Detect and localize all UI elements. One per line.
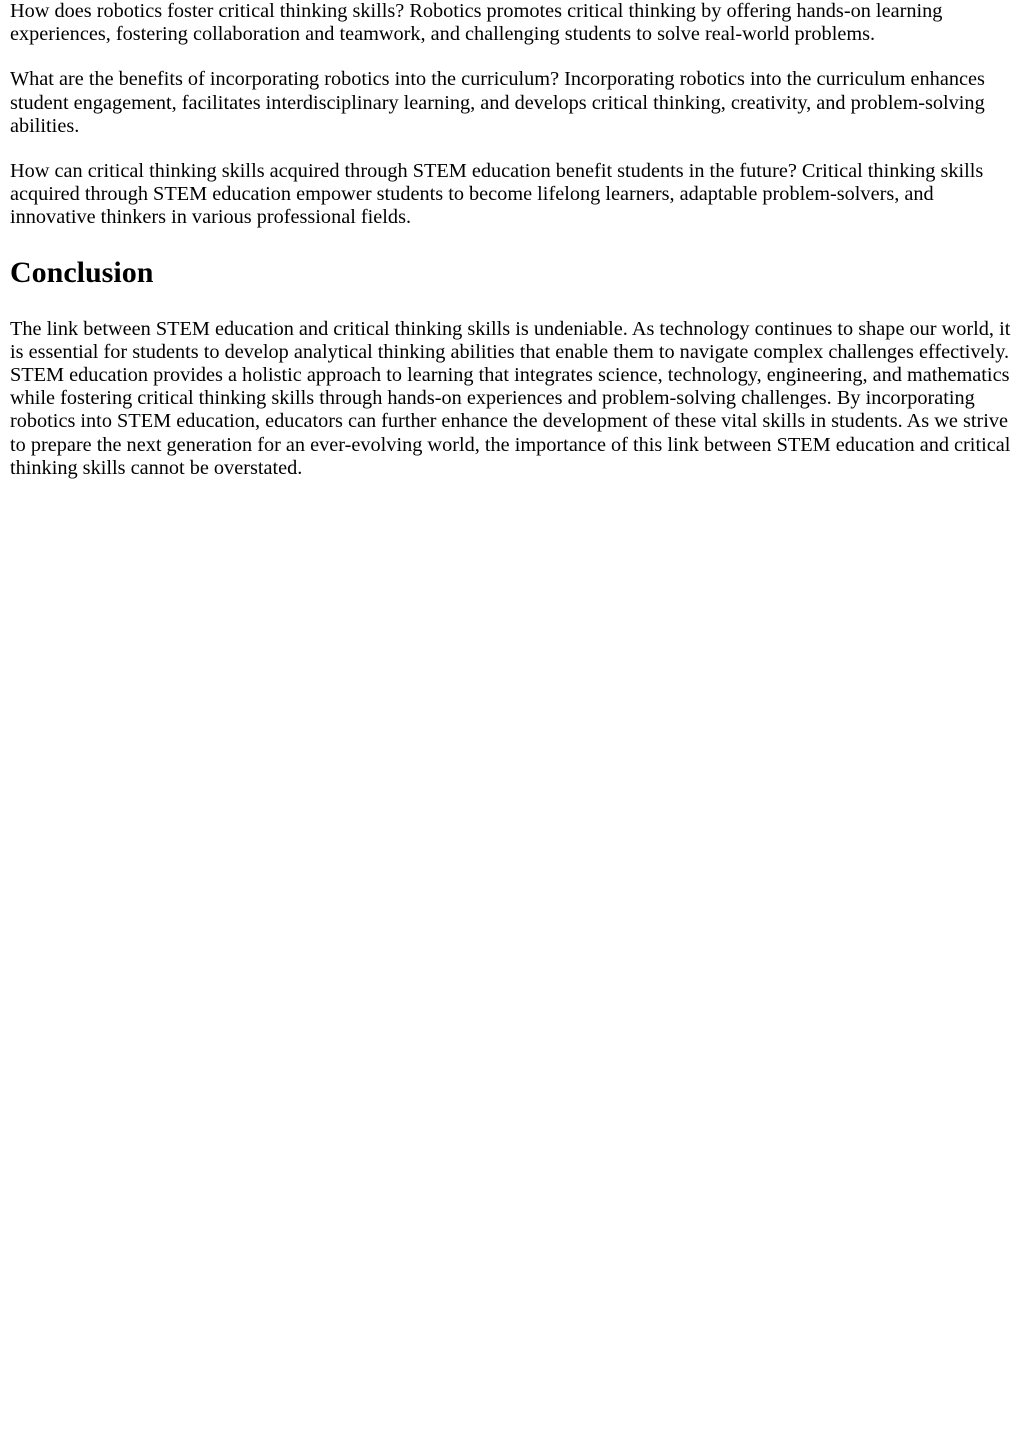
conclusion-paragraph: The link between STEM education and critical thinking skills is undeniable. As technology continues to shape our world, it is essential for students to develop analytical thinking abilities that enable them to navigate complex challenges effectively. STEM education provides a holistic approach to learning that integrates science, technology, engineering, and mathematics while fostering critical thinking skills through hands-on experiences and problem-solving challenges. By incorporating robotics into STEM education, educators can further enhance the development of these vital skills in students. As we strive to prepare the next generation for an ever-evolving world, the importance of this link between STEM education and critical thinking skills cannot be overstated. (10, 317, 1011, 479)
faq-paragraph-robotics-critical-thinking: How does robotics foster critical thinking skills? Robotics promotes critical thinking by offering hands-on learning experiences, fostering collaboration and teamwork, and challenging students to solve real-world problems. (10, 0, 943, 46)
article-page (0, 0, 1024, 480)
faq-paragraph-future-benefits: How can critical thinking skills acquired through STEM education benefit students in the future? Critical thinking skills acquired through STEM education empower students to become lifelong learners, adaptable problem-solvers, and innovative thinkers in various professional fields. (10, 160, 984, 229)
conclusion-heading: Conclusion (10, 255, 154, 289)
faq-paragraph-robotics-curriculum-benefits: What are the benefits of incorporating robotics into the curriculum? Incorporating robotics into the curriculum enhances student engagement, facilitates interdisciplinary learning, and develops critical thinking, creativity, and problem-solving abilities. (10, 68, 985, 137)
